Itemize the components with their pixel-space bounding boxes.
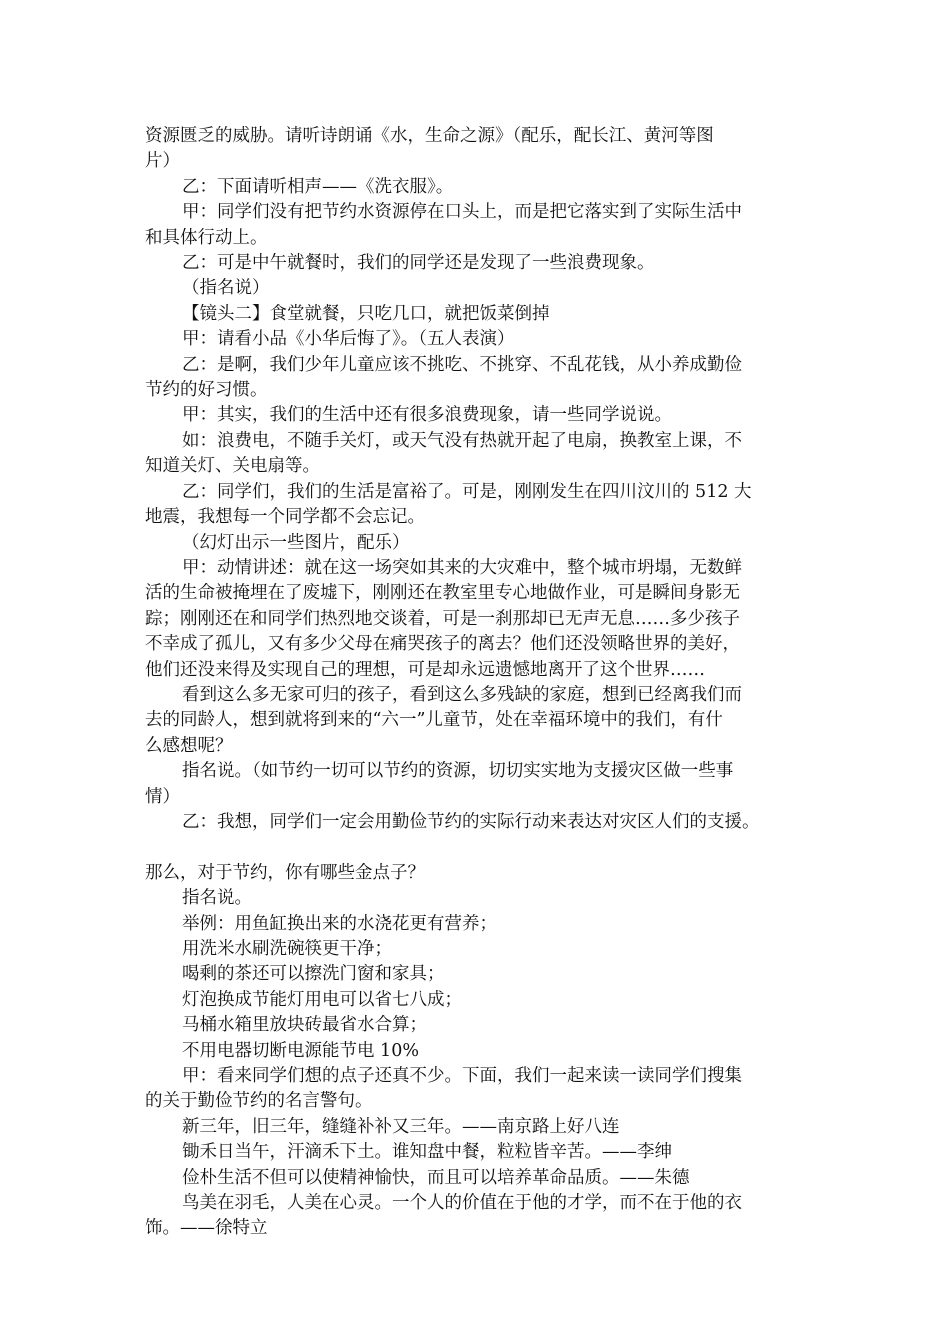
text-line: 用洗米水刷洗碗筷更干净； xyxy=(182,938,392,959)
document-body xyxy=(145,124,810,1242)
text-line: 乙：我想，同学们一定会用勤俭节约的实际行动来表达对灾区人们的支援。 xyxy=(182,811,760,832)
text-line: （指名说） xyxy=(182,278,270,299)
text-line: 饰。——徐特立 xyxy=(145,1218,268,1239)
text-line: 如：浪费电，不随手关灯，或天气没有热就开起了电扇，换教室上课，不 xyxy=(182,430,742,451)
text-line: 活的生命被掩埋在了废墟下，刚刚还在教室里专心地做作业，可是瞬间身影无 xyxy=(145,583,740,604)
text-line: 俭朴生活不但可以使精神愉快，而且可以培养革命品质。——朱德 xyxy=(182,1167,690,1188)
text-line: 马桶水箱里放块砖最省水合算； xyxy=(182,1015,427,1036)
text-line: 乙：是啊，我们少年儿童应该不挑吃、不挑穿、不乱花钱，从小养成勤俭 xyxy=(182,354,742,375)
text-line: 甲：看来同学们想的点子还真不少。下面，我们一起来读一读同学们搜集 xyxy=(182,1066,742,1087)
text-line: 知道关灯、关电扇等。 xyxy=(145,456,320,477)
text-line: 地震，我想每一个同学都不会忘记。 xyxy=(145,507,425,528)
text-line: 情） xyxy=(145,786,180,807)
text-line: 的关于勤俭节约的名言警句。 xyxy=(145,1091,373,1112)
text-line: 和具体行动上。 xyxy=(145,227,268,248)
text-line: 不幸成了孤儿，又有多少父母在痛哭孩子的离去？他们还没领略世界的美好， xyxy=(145,634,740,655)
text-line: 不用电器切断电源能节电 10% xyxy=(182,1040,419,1061)
text-line: 乙：下面请听相声——《洗衣服》。 xyxy=(182,176,454,197)
text-line: 甲：动情讲述：就在这一场突如其来的大灾难中，整个城市坍塌，无数鲜 xyxy=(182,557,742,578)
paragraph-gap xyxy=(145,835,810,860)
text-line: 他们还没来得及实现自己的理想，可是却永远遗憾地离开了这个世界…… xyxy=(145,659,705,680)
text-line: 指名说。（如节约一切可以节约的资源，切切实实地为支援灾区做一些事 xyxy=(182,761,734,782)
text-line: 指名说。 xyxy=(182,888,252,909)
text-line: 举例：用鱼缸换出来的水浇花更有营养； xyxy=(182,913,497,934)
text-line: 片） xyxy=(145,151,180,172)
text-line: 踪；刚刚还在和同学们热烈地交谈着，可是一刹那却已无声无息……多少孩子 xyxy=(145,608,740,629)
text-line: 甲：其实，我们的生活中还有很多浪费现象，请一些同学说说。 xyxy=(182,405,672,426)
text-line: 乙：可是中午就餐时，我们的同学还是发现了一些浪费现象。 xyxy=(182,253,655,274)
text-line: 锄禾日当午，汗滴禾下土。谁知盘中餐，粒粒皆辛苦。——李绅 xyxy=(182,1142,672,1163)
text-line: 乙：同学们，我们的生活是富裕了。可是，刚刚发生在四川汶川的 512 大 xyxy=(182,481,752,502)
text-line: 资源匮乏的威胁。请听诗朗诵《水，生命之源》（配乐，配长江、黄河等图 xyxy=(145,126,714,146)
text-line: 灯泡换成节能灯用电可以省七八成； xyxy=(182,989,462,1010)
text-line: 看到这么多无家可归的孩子，看到这么多残缺的家庭，想到已经离我们而 xyxy=(182,684,742,705)
text-line: 去的同龄人，想到就将到来的“六一”儿童节，处在幸福环境中的我们，有什 xyxy=(145,710,723,731)
text-line: 甲：同学们没有把节约水资源停在口头上，而是把它落实到了实际生活中 xyxy=(182,202,742,223)
text-line: 鸟美在羽毛，人美在心灵。一个人的价值在于他的才学，而不在于他的衣 xyxy=(182,1193,742,1214)
text-line: 喝剩的茶还可以擦洗门窗和家具； xyxy=(182,964,445,985)
text-line: 那么，对于节约，你有哪些金点子？ xyxy=(145,862,425,883)
text-line: 节约的好习惯。 xyxy=(145,380,268,401)
text-line: （幻灯出示一些图片，配乐） xyxy=(182,532,410,553)
text-line: 【镜头二】食堂就餐，只吃几口，就把饭菜倒掉 xyxy=(182,303,550,324)
text-line: 新三年，旧三年，缝缝补补又三年。——南京路上好八连 xyxy=(182,1116,620,1137)
text-line: 么感想呢？ xyxy=(145,735,233,756)
text-line: 甲：请看小品《小华后悔了》。（五人表演） xyxy=(182,329,515,350)
